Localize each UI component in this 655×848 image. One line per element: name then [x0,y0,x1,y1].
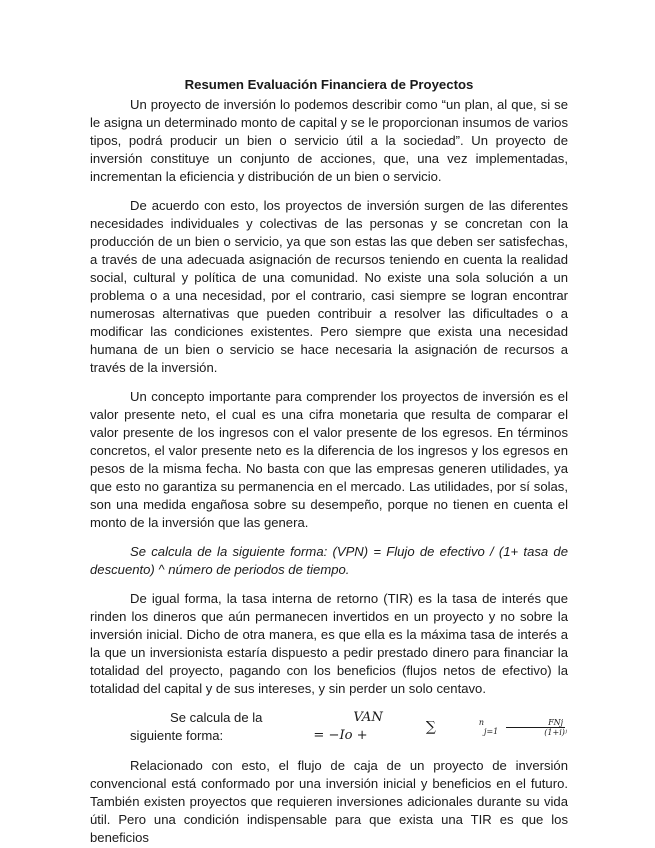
formula-lhs: VAN = −Io + [313,710,383,743]
summation-symbol: ∑ [425,719,436,735]
van-formula [313,709,568,745]
paragraph-intro: Un proyecto de inversión lo podemos describir como “un plan, al que, si se le asigna un determinado monto de capital y se le proporcionan insumos de varios tipos, podrá producir un bien o servicio útil a la sociedad”. Un proyecto de inversión constituye un conjunto de acciones, que, una vez implementadas, incrementan la eficiencia y distribución de un bien o servicio. [90,97,568,184]
fraction-numerator: FNj [506,718,565,728]
paragraph-needs: De acuerdo con esto, los proyectos de inversión surgen de las diferentes necesidades individuales y colectivas de las personas y se concretan con la producción de un bien o servicio, ya que son estas las que deben ser satisfechas, a través de una adecuada asignación de recursos teniendo en cuenta la realidad social, cultural y política de una comunidad. No existe una sola solución a un problema o a una necesidad, por el contrario, casi siempre se logran encontrar numerosas alternativas que pueden contribuir a resolver las dificultades o a modificar las condiciones existentes. Pero siempre que exista una necesidad humana de un bien o servicio se hace necesaria la asignación de recursos a través de la inversión. [90,198,568,375]
formula-fraction [503,718,568,737]
document-title: Resumen Evaluación Financiera de Proyectos [184,77,474,92]
sum-lower-limit: j=1 [484,726,499,736]
van-formula-line [90,709,568,745]
paragraph-cashflow: Relacionado con esto, el flujo de caja de un proyecto de inversión convencional está conformado por una inversión inicial y beneficios en el futuro. También existen proyectos que requieren inversiones adicionales durante su vida útil. Pero una condición indispensable para que exista una TIR es que los beneficios [90,758,568,845]
fraction-denominator: (1+i)ʲ [544,727,567,737]
sum-upper-limit: n [478,717,484,727]
summation-limits [439,714,498,741]
paragraph-tir: De igual forma, la tasa interna de retorno (TIR) es la tasa de interés que rinden los dineros que aún permanecen invertidos en un proyecto y no sobre la inversión inicial. Dicho de otra manera, es que ella es la máxima tasa de interés a la que un inversionista estaría dispuesto a pedir prestado dinero para financiar la totalidad del proyecto, pagando con los beneficios (flujos netos de efectivo) la totalidad del capital y de sus intereses, y sin perder un solo centavo. [90,591,568,696]
paragraph-vpn: Un concepto importante para comprender los proyectos de inversión es el valor presente neto, el cual es una cifra monetaria que resulta de comparar el valor presente de los ingresos con el valor presente de los egresos. En términos concretos, el valor presente neto es la diferencia de los ingresos y los egresos en pesos de la misma fecha. No basta con que las empresas generen utilidades, ya que esto no garantiza su permanencia en el mercado. Las utilidades, por sí solas, son una medida engañosa sobre su desempeño, porque no tienen en cuenta el monto de la inversión que las genera. [90,389,568,530]
formula-lead-text: Se calcula de la siguiente forma: [130,710,263,743]
paragraph-vpn-formula: Se calcula de la siguiente forma: (VPN) = Flujo de efectivo / (1+ tasa de descuento) ^ número de periodos de tiempo. [90,544,568,577]
